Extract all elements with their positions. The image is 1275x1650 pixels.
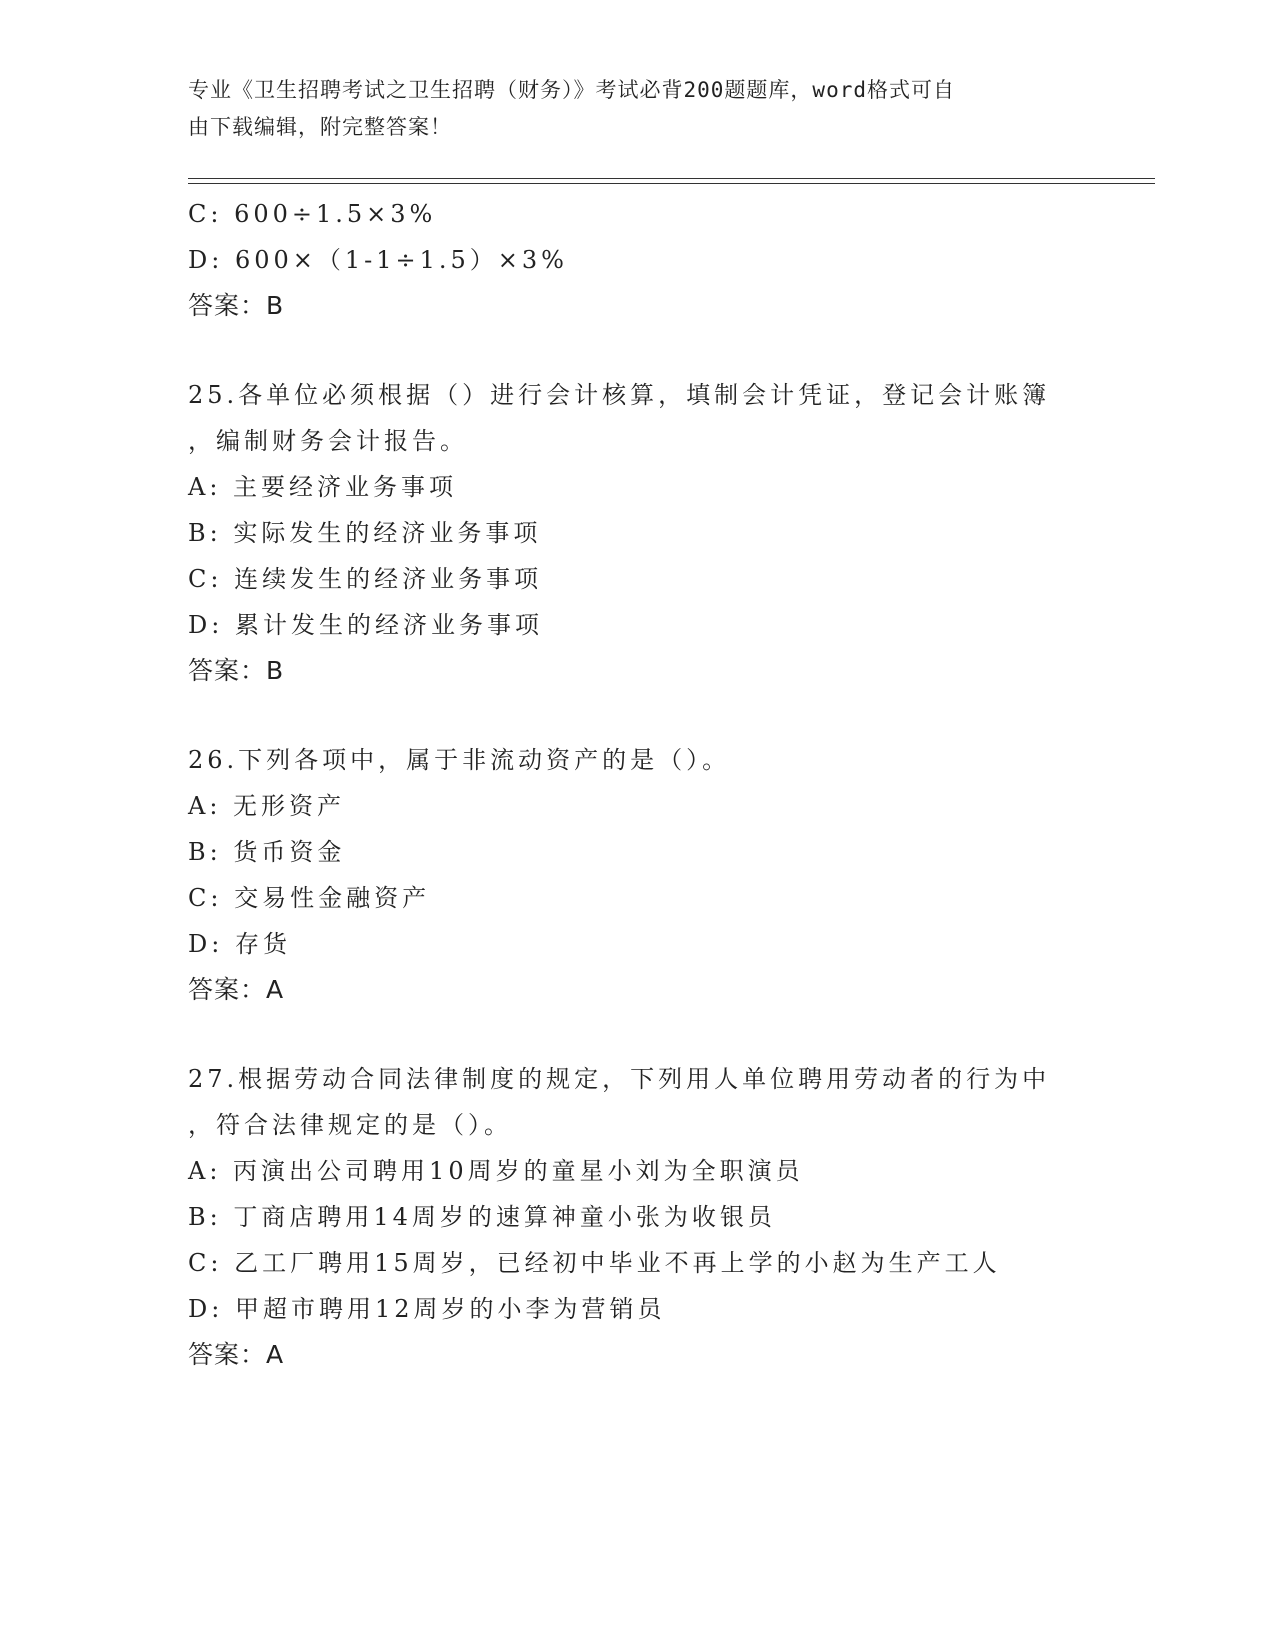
question-26: [188, 737, 1148, 1013]
option-b: B: 丁商店聘用14周岁的速算神童小张为收银员: [188, 1203, 776, 1231]
question-list: [188, 191, 1148, 1378]
answer: 答案：B: [188, 291, 285, 320]
document-header: [188, 72, 1088, 146]
option-d: D: 600×（1-1÷1.5）×3%: [188, 246, 568, 274]
option-b: B: 货币资金: [188, 838, 346, 866]
question-stem: 27.根据劳动合同法律制度的规定，下列用人单位聘用劳动者的行为中: [188, 1065, 1051, 1093]
option-a: A: 主要经济业务事项: [188, 473, 458, 501]
question-27: [188, 1056, 1148, 1378]
option-c: C: 乙工厂聘用15周岁，已经初中毕业不再上学的小赵为生产工人: [188, 1249, 1001, 1277]
option-a: A: 丙演出公司聘用10周岁的童星小刘为全职演员: [188, 1157, 804, 1185]
question-25: [188, 372, 1148, 694]
question-stem: 25.各单位必须根据（）进行会计核算，填制会计凭证，登记会计账簿: [188, 381, 1051, 409]
option-a: A: 无形资产: [188, 792, 346, 820]
option-c: C: 连续发生的经济业务事项: [188, 565, 543, 593]
question-stem-continued: ，编制财务会计报告。: [188, 427, 468, 455]
header-divider-top: [188, 178, 1155, 179]
option-c: C: 600÷1.5×3%: [188, 200, 437, 228]
answer: 答案：A: [188, 975, 285, 1004]
answer: 答案：B: [188, 656, 285, 685]
answer: 答案：A: [188, 1340, 285, 1369]
option-c: C: 交易性金融资产: [188, 884, 431, 912]
spacer: [188, 1013, 1148, 1056]
header-divider-bottom: [188, 183, 1155, 184]
option-d: D: 累计发生的经济业务事项: [188, 611, 543, 639]
spacer: [188, 329, 1148, 372]
question-24-remainder: [188, 191, 1148, 329]
option-b: B: 实际发生的经济业务事项: [188, 519, 542, 547]
option-d: D: 甲超市聘用12周岁的小李为营销员: [188, 1295, 666, 1323]
option-d: D: 存货: [188, 930, 291, 958]
header-line-2: 由下载编辑，附完整答案！: [188, 115, 452, 139]
header-line-1: 专业《卫生招聘考试之卫生招聘（财务）》考试必背200题题库，word格式可自: [188, 78, 955, 102]
question-stem-continued: ，符合法律规定的是（）。: [188, 1111, 512, 1139]
spacer: [188, 694, 1148, 737]
question-stem: 26.下列各项中，属于非流动资产的是（）。: [188, 746, 731, 774]
